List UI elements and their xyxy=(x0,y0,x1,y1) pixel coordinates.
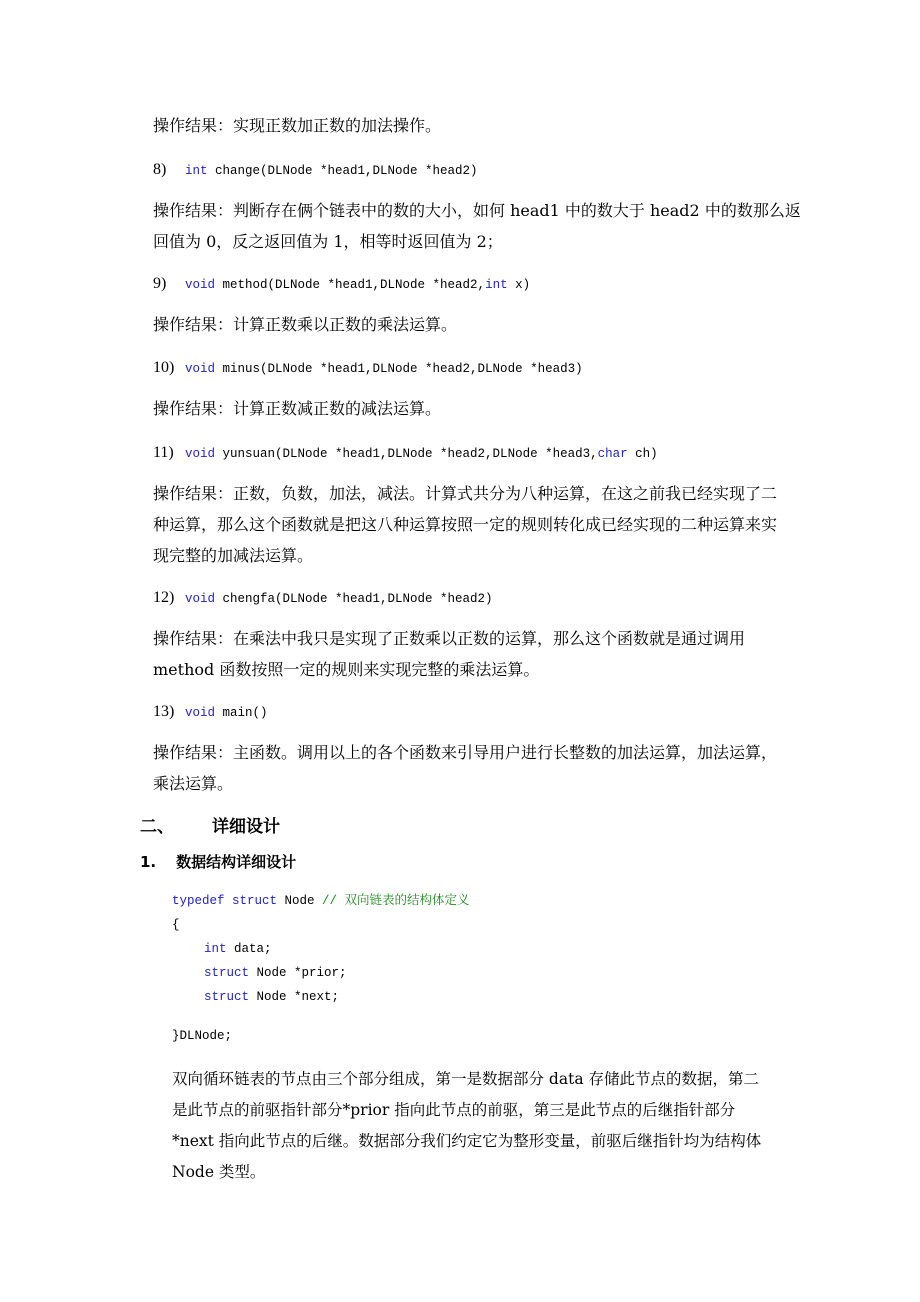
function-signature xyxy=(153,273,530,295)
code-text: Node xyxy=(277,894,323,908)
keyword: char xyxy=(597,447,628,461)
signature-text: ch) xyxy=(627,447,658,461)
section-title: 详细设计 xyxy=(212,817,280,837)
keyword: void xyxy=(185,592,216,606)
item-number: 13) xyxy=(153,703,175,720)
keyword: int xyxy=(485,278,508,292)
result-text: 操作结果：在乘法中我只是实现了正数乘以正数的运算，那么这个函数就是通过调用 xyxy=(153,629,746,648)
code-line xyxy=(204,988,339,1006)
keyword: int xyxy=(204,942,227,956)
signature-text: yunsuan(DLNode *head1,DLNode *head2,DLNode *head3, xyxy=(215,447,598,461)
result-text: method 函数按照一定的规则来实现完整的乘法运算。 xyxy=(153,660,540,679)
keyword: int xyxy=(185,164,208,178)
function-signature xyxy=(153,159,478,181)
paragraph-line: *next 指向此节点的后继。数据部分我们约定它为整形变量，前驱后继指针均为结构体 xyxy=(172,1132,762,1150)
keyword: typedef struct xyxy=(172,894,278,908)
description-paragraph xyxy=(172,1064,784,1188)
result-text: 操作结果：计算正数减正数的减法运算。 xyxy=(153,399,442,418)
code-comment: // 双向链表的结构体定义 xyxy=(322,894,470,908)
code-line xyxy=(172,892,470,910)
signature-text: change(DLNode *head1,DLNode *head2) xyxy=(207,164,478,178)
function-signature xyxy=(153,701,268,723)
subsection-title: 数据结构详细设计 xyxy=(176,853,297,871)
signature-text: minus(DLNode *head1,DLNode *head2,DLNode *head3) xyxy=(215,362,583,376)
result-text: 操作结果：判断存在俩个链表中的数的大小，如何 head1 中的数大于 head2 中的数那么返 xyxy=(153,201,801,220)
function-signature xyxy=(153,442,658,464)
signature-text: method(DLNode *head1,DLNode *head2, xyxy=(215,278,486,292)
result-text: 操作结果：实现正数加正数的加法操作。 xyxy=(153,116,442,135)
code-line: { xyxy=(172,918,180,932)
result-text: 操作结果：正数，负数，加法，减法。计算式共分为八种运算，在这之前我已经实现了二 xyxy=(153,484,778,503)
keyword: void xyxy=(185,706,216,720)
keyword: struct xyxy=(204,990,250,1004)
code-text: Node *prior; xyxy=(249,966,347,980)
item-number: 9) xyxy=(153,275,167,292)
code-text: Node *next; xyxy=(249,990,340,1004)
code-line xyxy=(204,964,347,982)
result-text: 操作结果：主函数。调用以上的各个函数来引导用户进行长整数的加法运算，加法运算， xyxy=(153,743,778,762)
keyword: void xyxy=(185,447,216,461)
function-signature xyxy=(153,357,583,379)
signature-text: x) xyxy=(507,278,531,292)
paragraph-line: Node 类型。 xyxy=(172,1163,266,1181)
paragraph-line: 是此节点的前驱指针部分*prior 指向此节点的前驱，第三是此节点的后继指针部分 xyxy=(172,1101,736,1119)
section-number: 二、 xyxy=(140,817,174,837)
result-text: 乘法运算。 xyxy=(153,774,234,793)
item-number: 12) xyxy=(153,589,175,606)
subsection-heading xyxy=(140,851,296,872)
item-number: 11) xyxy=(153,444,174,461)
signature-text: main() xyxy=(215,706,268,720)
keyword: struct xyxy=(204,966,250,980)
keyword: void xyxy=(185,362,216,376)
result-text: 现完整的加减法运算。 xyxy=(153,546,314,565)
code-line: }DLNode; xyxy=(172,1029,233,1043)
code-text: data; xyxy=(226,942,272,956)
result-text: 回值为 0，反之返回值为 1，相等时返回值为 2； xyxy=(153,232,503,251)
result-text: 种运算，那么这个函数就是把这八种运算按照一定的规则转化成已经实现的二种运算来实 xyxy=(153,515,778,534)
paragraph-line: 双向循环链表的节点由三个部分组成，第一是数据部分 data 存储此节点的数据，第二 xyxy=(172,1070,759,1088)
item-number: 8) xyxy=(153,161,167,178)
item-number: 10) xyxy=(153,359,175,376)
code-line xyxy=(204,940,272,958)
keyword: void xyxy=(185,278,216,292)
subsection-number: 1. xyxy=(140,853,157,871)
signature-text: chengfa(DLNode *head1,DLNode *head2) xyxy=(215,592,493,606)
section-heading xyxy=(140,812,280,837)
result-text: 操作结果：计算正数乘以正数的乘法运算。 xyxy=(153,315,458,334)
function-signature xyxy=(153,587,493,609)
